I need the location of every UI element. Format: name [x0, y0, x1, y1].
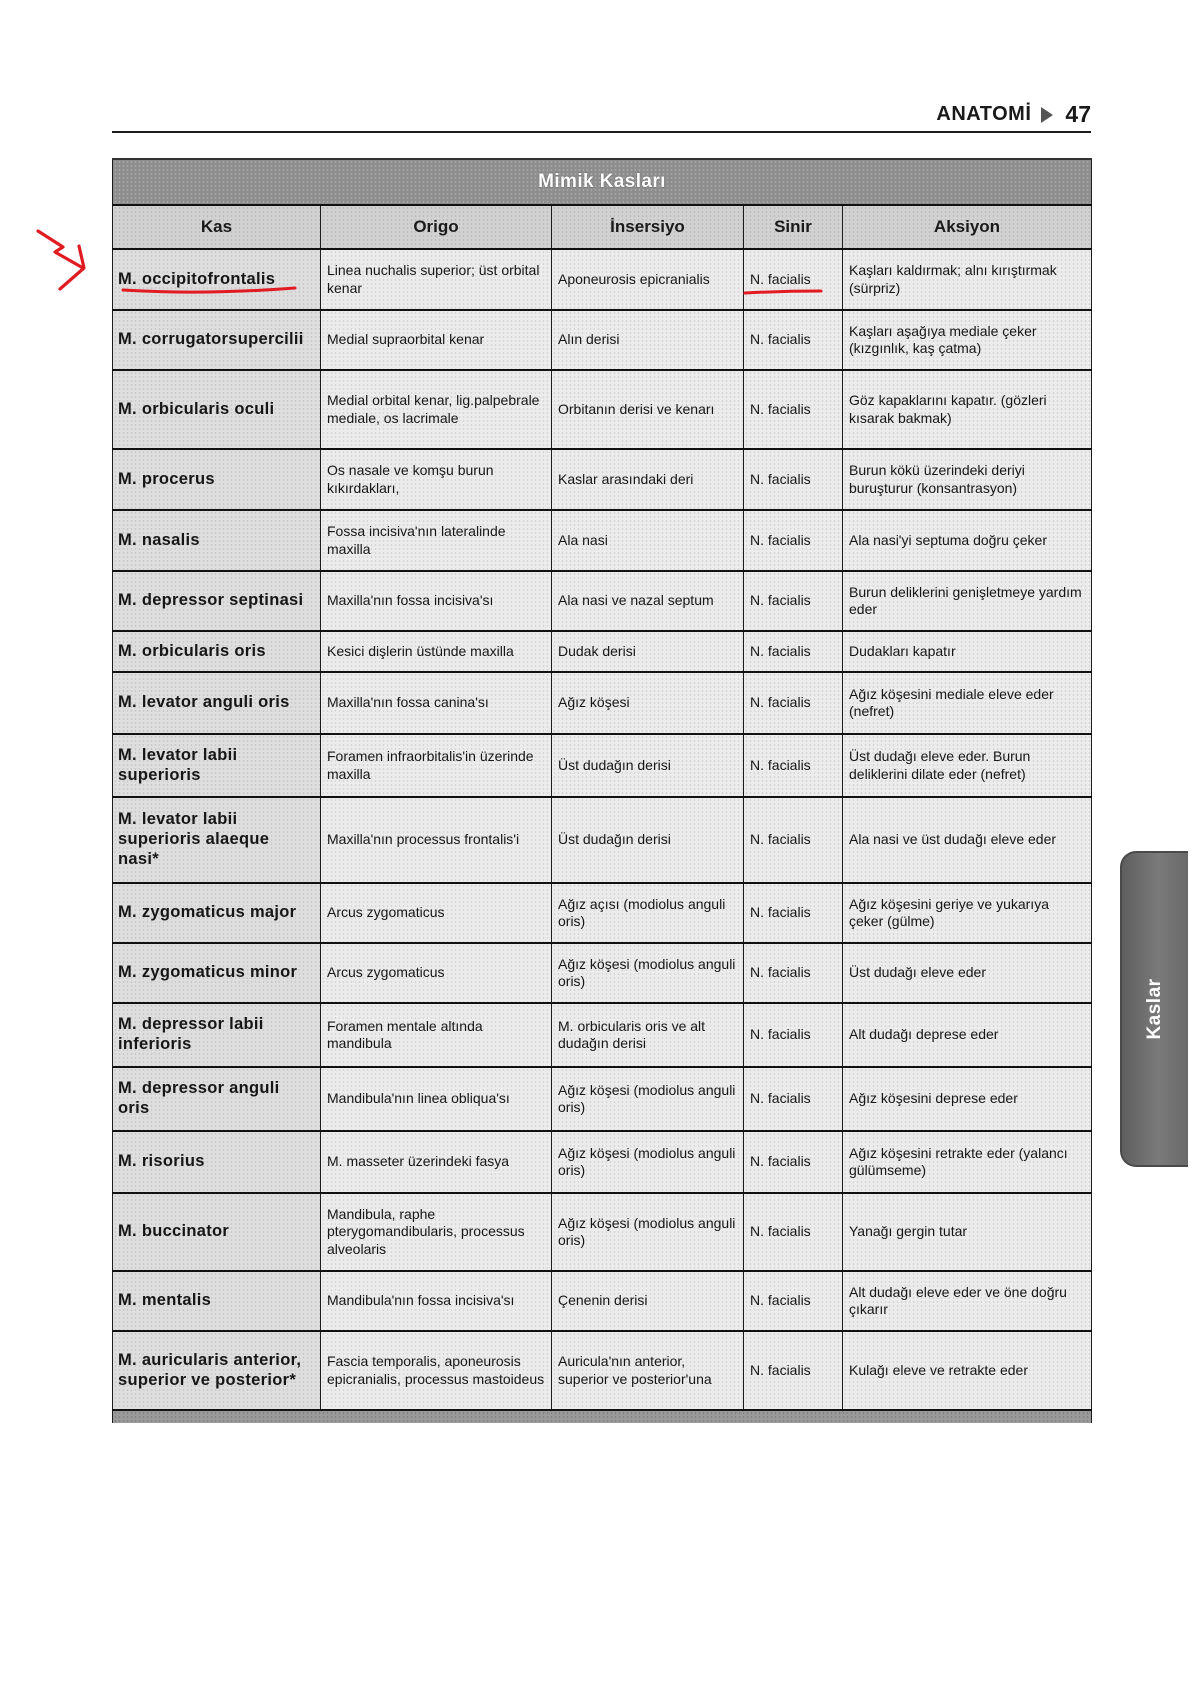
origo-cell: Mandibula, raphe pterygomandibularis, processus alveolaris — [321, 1193, 552, 1271]
kas-cell: M. nasalis — [113, 510, 321, 571]
sinir-cell: N. facialis — [744, 249, 843, 310]
kas-cell: M. levator labii superioris alaeque nasi* — [113, 797, 321, 883]
aksiyon-cell: Burun kökü üzerindeki deriyi buruşturur (konsantrasyon) — [843, 449, 1092, 510]
insersiyo-cell: Alın derisi — [552, 310, 744, 370]
kas-cell: M. mentalis — [113, 1271, 321, 1331]
column-header-aksiyon: Aksiyon — [843, 205, 1092, 249]
table-row — [113, 797, 1092, 883]
table-row — [113, 310, 1092, 370]
sinir-cell: N. facialis — [744, 571, 843, 631]
table-row — [113, 449, 1092, 510]
origo-cell: Medial supraorbital kenar — [321, 310, 552, 370]
table-row — [113, 1193, 1092, 1271]
sinir-cell: N. facialis — [744, 883, 843, 943]
aksiyon-cell: Ağız köşesini mediale eleve eder (nefret) — [843, 672, 1092, 734]
sinir-cell: N. facialis — [744, 510, 843, 571]
insersiyo-cell: Auricula'nın anterior, superior ve posterior'una — [552, 1331, 744, 1410]
column-header-origo: Origo — [321, 205, 552, 249]
insersiyo-cell: Kaslar arasındaki deri — [552, 449, 744, 510]
insersiyo-cell: Ağız köşesi (modiolus anguli oris) — [552, 1131, 744, 1193]
sinir-cell: N. facialis — [744, 449, 843, 510]
insersiyo-cell: Orbitanın derisi ve kenarı — [552, 370, 744, 449]
origo-cell: M. masseter üzerindeki fasya — [321, 1131, 552, 1193]
aksiyon-cell: Göz kapaklarını kapatır. (gözleri kısarak bakmak) — [843, 370, 1092, 449]
kas-cell: M. procerus — [113, 449, 321, 510]
insersiyo-cell: Ala nasi ve nazal septum — [552, 571, 744, 631]
aksiyon-cell: Kaşları aşağıya mediale çeker (kızgınlık, kaş çatma) — [843, 310, 1092, 370]
origo-cell: Arcus zygomaticus — [321, 883, 552, 943]
table-title: Mimik Kasları — [113, 159, 1092, 205]
kas-cell: M. orbicularis oculi — [113, 370, 321, 449]
origo-cell: Fascia temporalis, aponeurosis epicranialis, processus mastoideus — [321, 1331, 552, 1410]
origo-cell: Linea nuchalis superior; üst orbital kenar — [321, 249, 552, 310]
origo-cell: Mandibula'nın linea obliqua'sı — [321, 1067, 552, 1131]
table-footer-bar — [113, 1410, 1092, 1423]
kas-cell: M. zygomaticus major — [113, 883, 321, 943]
table-row — [113, 631, 1092, 672]
kas-cell: M. depressor labii inferioris — [113, 1003, 321, 1067]
section-title: ANATOMİ — [936, 103, 1032, 125]
table-row — [113, 1131, 1092, 1193]
origo-cell: Foramen infraorbitalis'in üzerinde maxilla — [321, 734, 552, 797]
insersiyo-cell: Ağız köşesi (modiolus anguli oris) — [552, 943, 744, 1003]
table-row — [113, 571, 1092, 631]
sinir-cell: N. facialis — [744, 1067, 843, 1131]
sinir-cell: N. facialis — [744, 797, 843, 883]
sinir-cell: N. facialis — [744, 734, 843, 797]
kas-cell: M. corrugatorsupercilii — [113, 310, 321, 370]
kas-cell: M. risorius — [113, 1131, 321, 1193]
kas-cell: M. depressor septinasi — [113, 571, 321, 631]
hand-drawn-arrow-icon — [38, 231, 84, 289]
aksiyon-cell: Alt dudağı eleve eder ve öne doğru çıkarır — [843, 1271, 1092, 1331]
kas-cell: M. depressor anguli oris — [113, 1067, 321, 1131]
insersiyo-cell: Ağız köşesi — [552, 672, 744, 734]
table-title-row — [113, 159, 1092, 205]
kas-cell: M. orbicularis oris — [113, 631, 321, 672]
aksiyon-cell: Üst dudağı eleve eder. Burun deliklerini dilate eder (nefret) — [843, 734, 1092, 797]
column-header-sinir: Sinir — [744, 205, 843, 249]
insersiyo-cell: Ağız açısı (modiolus anguli oris) — [552, 883, 744, 943]
running-header — [936, 101, 1091, 128]
aksiyon-cell: Ağız köşesini retrakte eder (yalancı gülümseme) — [843, 1131, 1092, 1193]
insersiyo-cell: Ala nasi — [552, 510, 744, 571]
kas-cell: M. levator anguli oris — [113, 672, 321, 734]
sinir-cell: N. facialis — [744, 1193, 843, 1271]
mimic-muscles-table — [112, 158, 1092, 1423]
table-row — [113, 1003, 1092, 1067]
sinir-cell: N. facialis — [744, 1271, 843, 1331]
table-row — [113, 672, 1092, 734]
table-row — [113, 249, 1092, 310]
insersiyo-cell: Çenenin derisi — [552, 1271, 744, 1331]
table-row — [113, 510, 1092, 571]
insersiyo-cell: Aponeurosis epicranialis — [552, 249, 744, 310]
table-row — [113, 943, 1092, 1003]
kas-cell: M. zygomaticus minor — [113, 943, 321, 1003]
sinir-cell: N. facialis — [744, 672, 843, 734]
aksiyon-cell: Ala nasi ve üst dudağı eleve eder — [843, 797, 1092, 883]
aksiyon-cell: Dudakları kapatır — [843, 631, 1092, 672]
page-number: 47 — [1065, 101, 1091, 127]
insersiyo-cell: Üst dudağın derisi — [552, 797, 744, 883]
origo-cell: Maxilla'nın fossa canina'sı — [321, 672, 552, 734]
header-rule — [112, 131, 1091, 133]
side-tab-label: Kaslar — [1144, 978, 1165, 1040]
table-row — [113, 370, 1092, 449]
sinir-cell: N. facialis — [744, 1331, 843, 1410]
origo-cell: Kesici dişlerin üstünde maxilla — [321, 631, 552, 672]
origo-cell: Maxilla'nın fossa incisiva'sı — [321, 571, 552, 631]
kas-cell: M. auricularis anterior, superior ve posterior* — [113, 1331, 321, 1410]
triangle-right-icon — [1041, 107, 1053, 123]
table-row — [113, 1331, 1092, 1410]
sinir-cell: N. facialis — [744, 631, 843, 672]
aksiyon-cell: Kulağı eleve ve retrakte eder — [843, 1331, 1092, 1410]
table-header-row — [113, 205, 1092, 249]
insersiyo-cell: Ağız köşesi (modiolus anguli oris) — [552, 1067, 744, 1131]
table-row — [113, 734, 1092, 797]
kas-cell: M. occipitofrontalis — [113, 249, 321, 310]
side-tab — [1120, 851, 1188, 1167]
insersiyo-cell: Dudak derisi — [552, 631, 744, 672]
table-row — [113, 1271, 1092, 1331]
table-body — [113, 249, 1092, 1410]
sinir-cell: N. facialis — [744, 1003, 843, 1067]
origo-cell: Medial orbital kenar, lig.palpebrale mediale, os lacrimale — [321, 370, 552, 449]
origo-cell: Mandibula'nın fossa incisiva'sı — [321, 1271, 552, 1331]
aksiyon-cell: Ala nasi'yi septuma doğru çeker — [843, 510, 1092, 571]
origo-cell: Maxilla'nın processus frontalis'i — [321, 797, 552, 883]
kas-cell: M. buccinator — [113, 1193, 321, 1271]
aksiyon-cell: Alt dudağı deprese eder — [843, 1003, 1092, 1067]
table-row — [113, 1067, 1092, 1131]
sinir-cell: N. facialis — [744, 310, 843, 370]
origo-cell: Os nasale ve komşu burun kıkırdakları, — [321, 449, 552, 510]
insersiyo-cell: M. orbicularis oris ve alt dudağın derisi — [552, 1003, 744, 1067]
sinir-cell: N. facialis — [744, 1131, 843, 1193]
origo-cell: Fossa incisiva'nın lateralinde maxilla — [321, 510, 552, 571]
aksiyon-cell: Ağız köşesini geriye ve yukarıya çeker (gülme) — [843, 883, 1092, 943]
aksiyon-cell: Üst dudağı eleve eder — [843, 943, 1092, 1003]
aksiyon-cell: Yanağı gergin tutar — [843, 1193, 1092, 1271]
insersiyo-cell: Üst dudağın derisi — [552, 734, 744, 797]
table-footer-row — [113, 1410, 1092, 1423]
aksiyon-cell: Ağız köşesini deprese eder — [843, 1067, 1092, 1131]
sinir-cell: N. facialis — [744, 943, 843, 1003]
insersiyo-cell: Ağız köşesi (modiolus anguli oris) — [552, 1193, 744, 1271]
sinir-cell: N. facialis — [744, 370, 843, 449]
table-row — [113, 883, 1092, 943]
column-header-insersiyo: İnsersiyo — [552, 205, 744, 249]
column-header-kas: Kas — [113, 205, 321, 249]
origo-cell: Arcus zygomaticus — [321, 943, 552, 1003]
origo-cell: Foramen mentale altında mandibula — [321, 1003, 552, 1067]
aksiyon-cell: Burun deliklerini genişletmeye yardım eder — [843, 571, 1092, 631]
aksiyon-cell: Kaşları kaldırmak; alnı kırıştırmak (sürpriz) — [843, 249, 1092, 310]
kas-cell: M. levator labii superioris — [113, 734, 321, 797]
